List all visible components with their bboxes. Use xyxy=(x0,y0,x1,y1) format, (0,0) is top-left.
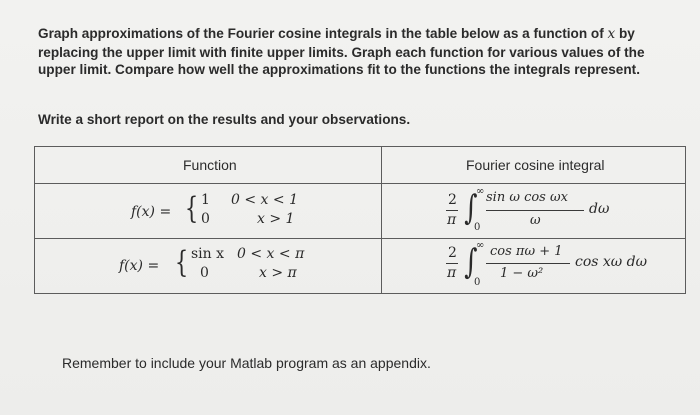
function-lhs: f(x) = xyxy=(119,258,160,274)
integral-cell-1 xyxy=(382,184,686,239)
report-instruction: Write a short report on the results and your observations. xyxy=(38,112,411,127)
case-1-value: 1 xyxy=(201,192,210,208)
case-2-value: 0 xyxy=(201,211,210,227)
integral-cell-2 xyxy=(382,239,686,294)
integrand-bar xyxy=(486,263,570,264)
coefficient-bar xyxy=(446,210,458,211)
table-row xyxy=(35,239,686,294)
coefficient-numerator: 2 xyxy=(448,192,457,208)
lower-limit: 0 xyxy=(474,277,481,288)
matlab-reminder: Remember to include your Matlab program as an appendix. xyxy=(62,355,431,371)
function-lhs: f(x) = xyxy=(131,204,172,220)
header-function xyxy=(35,147,382,184)
integrand-bar xyxy=(486,210,584,211)
upper-limit: ∞ xyxy=(476,240,485,251)
coefficient-numerator: 2 xyxy=(448,245,457,261)
function-cell-1 xyxy=(35,184,382,239)
function-cell-2 xyxy=(35,239,382,294)
instructions-line-3: upper limit. Compare how well the approximations fit to the functions the integrals represent. xyxy=(38,62,640,77)
table-blank-row xyxy=(35,294,686,295)
instructions-line-2: replacing the upper limit with finite upper limits. Graph each function for various values of the xyxy=(38,44,645,60)
coefficient-denominator: π xyxy=(447,265,457,281)
instructions-paragraph xyxy=(38,25,683,79)
left-brace: { xyxy=(184,191,199,226)
integral-sign: ∫ xyxy=(464,188,478,228)
case-2-condition: x > 1 xyxy=(257,211,295,227)
integrand-numerator: sin ω cos ωx xyxy=(486,190,568,205)
case-1-condition: 0 < x < π xyxy=(237,246,305,262)
case-1-value: sin x xyxy=(191,246,225,262)
header-function-label: Function xyxy=(183,157,237,173)
case-2-condition: x > π xyxy=(259,265,297,281)
coefficient-denominator: π xyxy=(447,212,457,228)
blank-cell xyxy=(35,294,686,295)
left-brace: { xyxy=(174,245,189,280)
case-2-value: 0 xyxy=(200,265,209,281)
header-integral-label: Fourier cosine integral xyxy=(466,157,605,173)
instructions-line-1 xyxy=(38,25,683,44)
case-1-condition: 0 < x < 1 xyxy=(231,192,298,208)
header-integral xyxy=(382,147,686,184)
coefficient-bar xyxy=(446,263,458,264)
integrand-denominator: ω xyxy=(530,213,541,228)
integrand-tail: cos xω dω xyxy=(575,254,648,270)
integral-sign: ∫ xyxy=(464,242,478,282)
instructions-line-1-text: Graph approximations of the Fourier cosine integrals in the table below as a function of xyxy=(38,26,608,41)
fourier-table xyxy=(34,146,686,294)
differential: dω xyxy=(589,201,610,217)
table-row xyxy=(35,184,686,239)
instructions-line-1-end: by xyxy=(615,26,635,41)
upper-limit: ∞ xyxy=(476,186,485,197)
lower-limit: 0 xyxy=(474,222,481,233)
integrand-denominator: 1 − ω² xyxy=(500,266,544,281)
variable-x: x xyxy=(607,26,616,42)
integrand-numerator: cos πω + 1 xyxy=(490,244,563,259)
